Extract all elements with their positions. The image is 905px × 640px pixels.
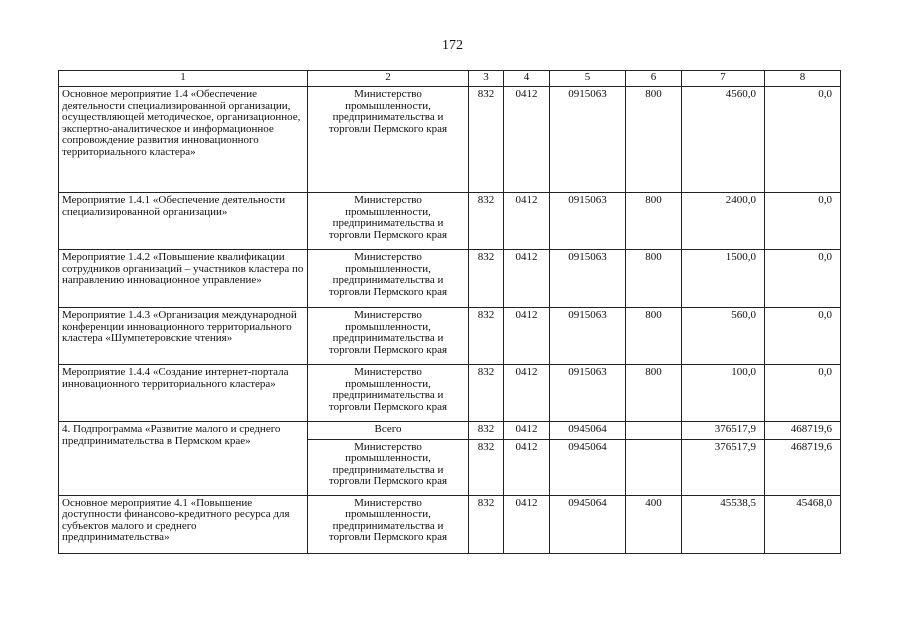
subprogram-total-row bbox=[59, 422, 841, 440]
executor-cell: Всего bbox=[308, 422, 469, 440]
admin-code-cell: 832 bbox=[469, 250, 504, 308]
page-number: 172 bbox=[442, 38, 463, 53]
amount-cell-8: 0,0 bbox=[765, 365, 841, 422]
section-code-cell: 0412 bbox=[504, 87, 550, 193]
activity-name: Мероприятие 1.4.3 «Организация международной конференции инновационного территориального кластера «Шумпетеровские чтения» bbox=[59, 308, 308, 365]
amount-cell-7: 376517,9 bbox=[682, 422, 765, 440]
expense-type-cell: 800 bbox=[626, 308, 682, 365]
amount-cell-7: 560,0 bbox=[682, 308, 765, 365]
table-row bbox=[59, 87, 841, 193]
executor-cell: Министерство промышленности, предпринимательства и торговли Пермского края bbox=[308, 365, 469, 422]
expense-type-cell: 800 bbox=[626, 365, 682, 422]
admin-code-cell: 832 bbox=[469, 439, 504, 495]
amount-cell-7: 4560,0 bbox=[682, 87, 765, 193]
amount-cell-7: 1500,0 bbox=[682, 250, 765, 308]
target-article-cell: 0915063 bbox=[550, 250, 626, 308]
target-article-cell: 0945064 bbox=[550, 422, 626, 440]
header-cell-8: 8 bbox=[765, 71, 841, 87]
activity-name: Мероприятие 1.4.1 «Обеспечение деятельности специализированной организации» bbox=[59, 193, 308, 250]
header-cell-2: 2 bbox=[308, 71, 469, 87]
admin-code-cell: 832 bbox=[469, 87, 504, 193]
expense-type-cell bbox=[626, 422, 682, 440]
admin-code-cell: 832 bbox=[469, 308, 504, 365]
amount-cell-8: 468719,6 bbox=[765, 422, 841, 440]
executor-cell: Министерство промышленности, предпринимательства и торговли Пермского края bbox=[308, 250, 469, 308]
executor-cell: Министерство промышленности, предпринимательства и торговли Пермского края bbox=[308, 495, 469, 553]
amount-cell-8: 0,0 bbox=[765, 308, 841, 365]
executor-cell: Министерство промышленности, предпринимательства и торговли Пермского края bbox=[308, 308, 469, 365]
header-cell-3: 3 bbox=[469, 71, 504, 87]
section-code-cell: 0412 bbox=[504, 308, 550, 365]
section-code-cell: 0412 bbox=[504, 365, 550, 422]
section-code-cell: 0412 bbox=[504, 439, 550, 495]
budget-table bbox=[58, 70, 841, 554]
executor-cell: Министерство промышленности, предпринимательства и торговли Пермского края bbox=[308, 87, 469, 193]
executor-cell: Министерство промышленности, предпринимательства и торговли Пермского края bbox=[308, 193, 469, 250]
section-code-cell: 0412 bbox=[504, 193, 550, 250]
target-article-cell: 0945064 bbox=[550, 439, 626, 495]
target-article-cell: 0915063 bbox=[550, 193, 626, 250]
table-row bbox=[59, 308, 841, 365]
header-cell-4: 4 bbox=[504, 71, 550, 87]
table-row bbox=[59, 365, 841, 422]
activity-name: Мероприятие 1.4.4 «Создание интернет-портала инновационного территориального кластера» bbox=[59, 365, 308, 422]
admin-code-cell: 832 bbox=[469, 193, 504, 250]
target-article-cell: 0915063 bbox=[550, 308, 626, 365]
target-article-cell: 0915063 bbox=[550, 87, 626, 193]
amount-cell-8: 45468,0 bbox=[765, 495, 841, 553]
header-cell-1: 1 bbox=[59, 71, 308, 87]
header-cell-6: 6 bbox=[626, 71, 682, 87]
section-code-cell: 0412 bbox=[504, 495, 550, 553]
amount-cell-7: 376517,9 bbox=[682, 439, 765, 495]
admin-code-cell: 832 bbox=[469, 495, 504, 553]
admin-code-cell: 832 bbox=[469, 422, 504, 440]
activity-name: Основное мероприятие 4.1 «Повышение доступности финансово-кредитного ресурса для субъектов малого и среднего предпринимательства» bbox=[59, 495, 308, 553]
subprogram-name: 4. Подпрограмма «Развитие малого и среднего предпринимательства в Пермском крае» bbox=[59, 422, 308, 496]
amount-cell-8: 468719,6 bbox=[765, 439, 841, 495]
expense-type-cell: 800 bbox=[626, 193, 682, 250]
target-article-cell: 0945064 bbox=[550, 495, 626, 553]
amount-cell-8: 0,0 bbox=[765, 193, 841, 250]
target-article-cell: 0915063 bbox=[550, 365, 626, 422]
amount-cell-8: 0,0 bbox=[765, 250, 841, 308]
activity-name: Основное мероприятие 1.4 «Обеспечение деятельности специализированной организации, осуществляющей методическое, организационное, экспертно-аналитическое и информационное сопровождение развития инновационного территориального кластера» bbox=[59, 87, 308, 193]
amount-cell-7: 100,0 bbox=[682, 365, 765, 422]
header-cell-7: 7 bbox=[682, 71, 765, 87]
table-row bbox=[59, 193, 841, 250]
table-row bbox=[59, 250, 841, 308]
section-code-cell: 0412 bbox=[504, 250, 550, 308]
expense-type-cell bbox=[626, 439, 682, 495]
header-row bbox=[59, 71, 841, 87]
executor-cell: Министерство промышленности, предпринимательства и торговли Пермского края bbox=[308, 439, 469, 495]
table-row bbox=[59, 495, 841, 553]
amount-cell-7: 2400,0 bbox=[682, 193, 765, 250]
admin-code-cell: 832 bbox=[469, 365, 504, 422]
header-cell-5: 5 bbox=[550, 71, 626, 87]
activity-name: Мероприятие 1.4.2 «Повышение квалификации сотрудников организаций – участников кластера по направлению инновационное управление» bbox=[59, 250, 308, 308]
amount-cell-7: 45538,5 bbox=[682, 495, 765, 553]
expense-type-cell: 800 bbox=[626, 87, 682, 193]
amount-cell-8: 0,0 bbox=[765, 87, 841, 193]
expense-type-cell: 800 bbox=[626, 250, 682, 308]
section-code-cell: 0412 bbox=[504, 422, 550, 440]
expense-type-cell: 400 bbox=[626, 495, 682, 553]
